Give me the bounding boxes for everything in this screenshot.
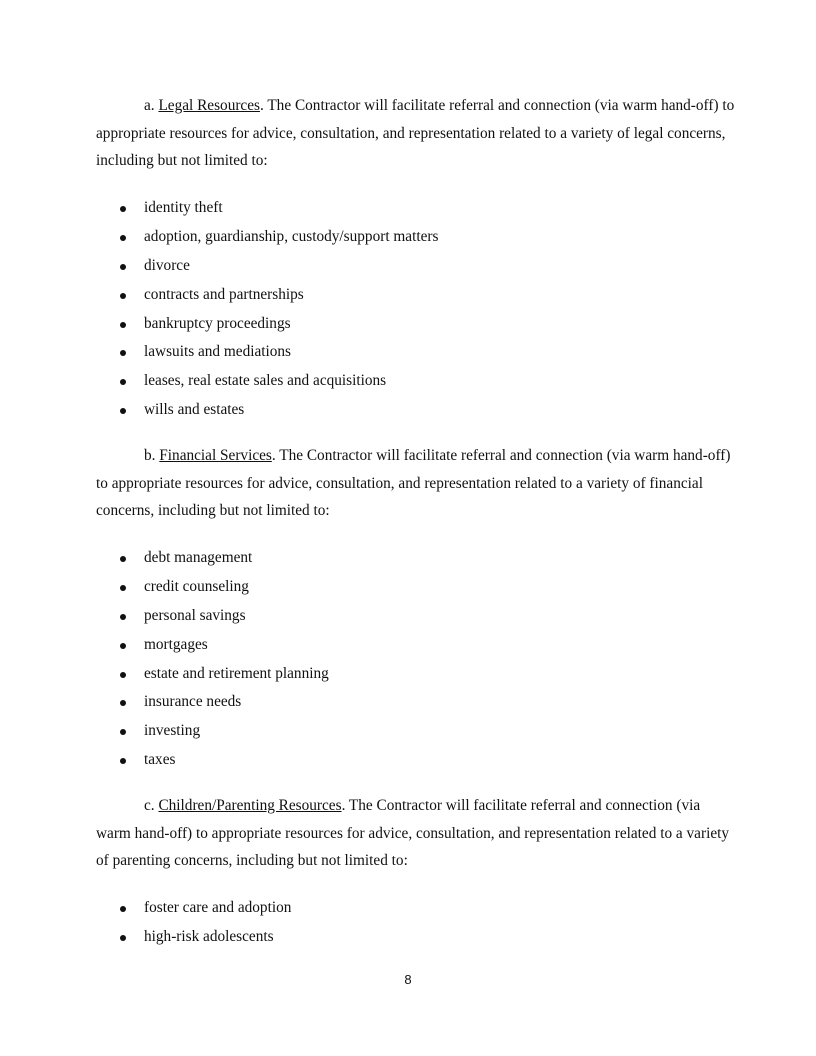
list-item-text: high-risk adolescents bbox=[144, 927, 274, 945]
bullet-icon bbox=[120, 235, 126, 241]
list-item-text: estate and retirement planning bbox=[144, 664, 329, 682]
list-item bbox=[96, 688, 736, 717]
section-heading: Financial Services bbox=[159, 447, 272, 464]
bullet-icon bbox=[120, 935, 126, 941]
list-item-text: insurance needs bbox=[144, 693, 242, 711]
list-item bbox=[96, 194, 736, 223]
list-item bbox=[96, 252, 736, 281]
section-body-line1: . The Contractor will facilitate referral and connection (via warm bbox=[271, 447, 670, 464]
list-item-text: investing bbox=[144, 722, 201, 740]
section-heading: Legal Resources bbox=[158, 97, 260, 114]
bullet-icon bbox=[120, 729, 126, 735]
section-legal-resources bbox=[96, 92, 736, 175]
list-item bbox=[96, 631, 736, 660]
section-paragraph bbox=[96, 792, 736, 875]
list-item-text: wills and estates bbox=[144, 401, 245, 419]
section-paragraph bbox=[96, 92, 736, 175]
list-item bbox=[96, 223, 736, 252]
bullet-icon bbox=[120, 408, 126, 414]
parenting-concerns-list bbox=[96, 894, 736, 952]
bullet-icon bbox=[120, 556, 126, 562]
legal-concerns-list bbox=[96, 194, 736, 425]
bullet-icon bbox=[120, 350, 126, 356]
list-item-text: taxes bbox=[144, 751, 176, 769]
bullet-icon bbox=[120, 585, 126, 591]
section-paragraph bbox=[96, 442, 736, 525]
list-item-text: credit counseling bbox=[144, 577, 249, 595]
bullet-icon bbox=[120, 264, 126, 270]
bullet-icon bbox=[120, 643, 126, 649]
list-item-text: identity theft bbox=[144, 199, 223, 216]
list-item bbox=[96, 281, 736, 310]
list-item bbox=[96, 338, 736, 367]
bullet-icon bbox=[120, 322, 126, 328]
list-item bbox=[96, 894, 736, 923]
list-item bbox=[96, 310, 736, 339]
list-item-text: bankruptcy proceedings bbox=[144, 314, 291, 332]
list-item-text: contracts and partnerships bbox=[144, 285, 304, 303]
bullet-icon bbox=[120, 614, 126, 620]
section-body-line1: . The Contractor will facilitate referral and connection (via warm bbox=[259, 97, 658, 114]
section-body-rest: hand-off) to appropriate resources for advice, consultation, and representation related to a variety of legal concerns, including but not limited to: bbox=[96, 97, 735, 169]
list-item bbox=[96, 544, 736, 573]
section-body-rest: (via warm hand-off) to appropriate resources for advice, consultation, and representation related to a variety of parenting concerns, including but not limited to: bbox=[96, 797, 730, 869]
section-children-parenting bbox=[96, 792, 736, 875]
list-item-text: leases, real estate sales and acquisitions bbox=[144, 372, 387, 390]
list-item bbox=[96, 660, 736, 689]
section-heading: Children/Parenting Resources bbox=[158, 797, 342, 814]
section-prefix: c. bbox=[144, 797, 159, 814]
section-body-line1: . The Contractor will facilitate referral and connection bbox=[341, 797, 673, 814]
list-item bbox=[96, 367, 736, 396]
bullet-icon bbox=[120, 700, 126, 706]
bullet-icon bbox=[120, 906, 126, 912]
bullet-icon bbox=[120, 758, 126, 764]
financial-concerns-list bbox=[96, 544, 736, 775]
bullet-icon bbox=[120, 379, 126, 385]
list-item-text: lawsuits and mediations bbox=[144, 343, 292, 361]
list-item bbox=[96, 396, 736, 425]
list-item-text: personal savings bbox=[144, 606, 246, 624]
section-prefix: b. bbox=[144, 447, 160, 464]
list-item bbox=[96, 573, 736, 602]
section-financial-services bbox=[96, 442, 736, 525]
list-item-text: adoption, guardianship, custody/support matters bbox=[144, 227, 439, 245]
list-item bbox=[96, 717, 736, 746]
section-body-rest: hand-off) to appropriate resources for advice, consultation, and representation related to a variety of financial concerns, including but not limited to: bbox=[96, 447, 731, 519]
list-item bbox=[96, 746, 736, 775]
list-item-text: debt management bbox=[144, 549, 253, 566]
list-item-text: divorce bbox=[144, 256, 190, 274]
list-item-text: foster care and adoption bbox=[144, 899, 292, 916]
bullet-icon bbox=[120, 293, 126, 299]
bullet-icon bbox=[120, 206, 126, 212]
list-item bbox=[96, 602, 736, 631]
page-number: 8 bbox=[404, 972, 412, 987]
list-item bbox=[96, 923, 736, 952]
list-item-text: mortgages bbox=[144, 635, 208, 653]
bullet-icon bbox=[120, 672, 126, 678]
section-prefix: a. bbox=[144, 97, 159, 114]
